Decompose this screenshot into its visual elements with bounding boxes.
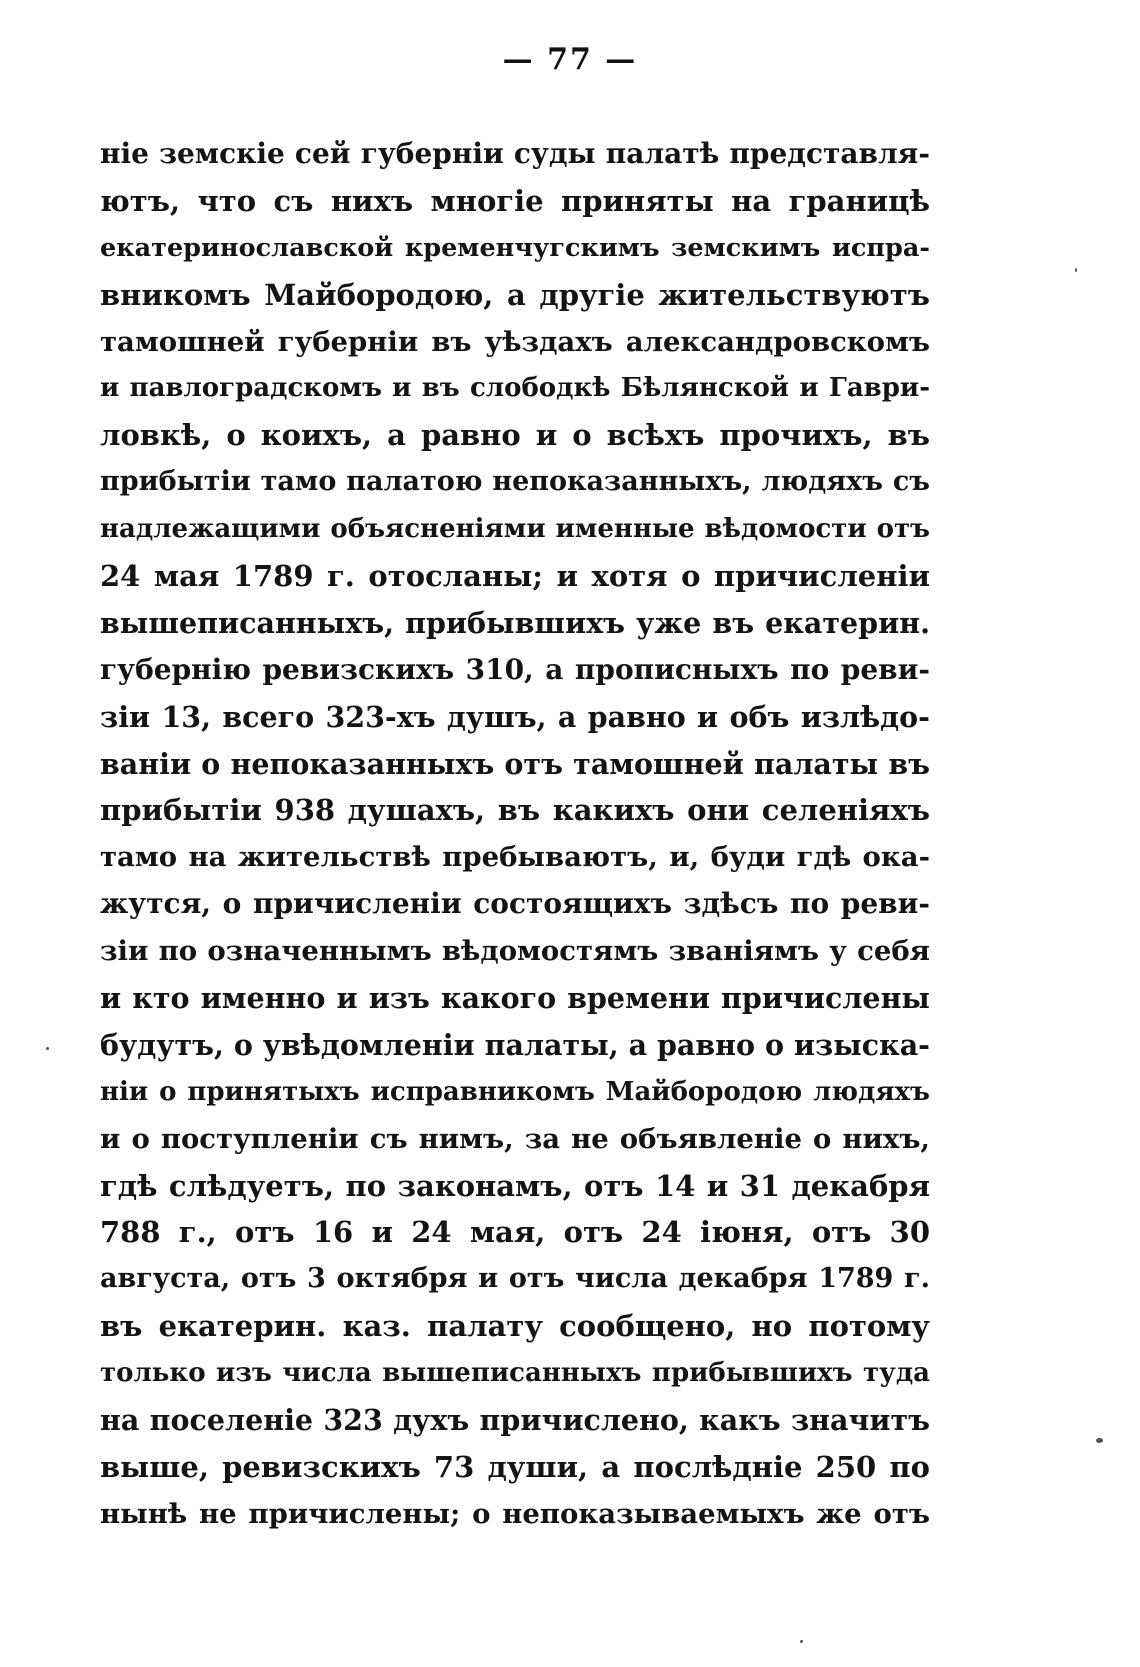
text-line: тамо на жительствѣ пребываютъ, и, буди гдѣ ока-	[100, 841, 930, 874]
text-line: на поселеніе 323 духъ причислено, какъ значитъ	[100, 1403, 930, 1438]
page-number: — 77 —	[502, 42, 638, 77]
text-line: жутся, о причисленіи состоящихъ здѣсъ по реви-	[100, 887, 930, 921]
text-line: ютъ, что съ нихъ многіе приняты на границѣ	[100, 183, 930, 218]
text-line: тамошней губерніи въ уѣздахъ александровскомъ	[100, 325, 930, 358]
text-line: и кто именно и изъ какого времени причислены	[100, 981, 930, 1016]
text-line: августа, отъ 3 октября и отъ числа декабря 1789 г.	[100, 1263, 930, 1295]
text-line: выше, ревизскихъ 73 души, а послѣдніе 250 по	[100, 1449, 930, 1484]
text-line: и о поступленіи съ нимъ, за не объявленіе о нихъ,	[100, 1122, 930, 1155]
text-line: ніи о принятыхъ исправникомъ Майбородою людяхъ	[100, 1076, 930, 1107]
scan-speck	[1096, 1438, 1103, 1443]
text-line: гдѣ слѣдуетъ, по законамъ, отъ 14 и 31 декабря	[100, 1168, 930, 1203]
scan-speck	[46, 1047, 49, 1050]
text-line: прибытіи тамо палатою непоказанныхъ, людяхъ съ	[100, 466, 930, 498]
text-line: 24 мая 1789 г. отосланы; и хотя о причисленіи	[100, 559, 930, 594]
text-line: екатеринославской кременчугскимъ земскимъ испра-	[100, 232, 930, 263]
text-line: нынѣ не причислены; о непоказываемыхъ же отъ	[100, 1497, 930, 1530]
text-line: только изъ числа вышеписанныхъ прибывшихъ туда	[100, 1358, 930, 1389]
body-text	[100, 131, 930, 1538]
text-line: въ екатерин. каз. палату сообщено, но потому	[100, 1309, 930, 1344]
text-line: ловкѣ, о коихъ, а равно и о всѣхъ прочихъ, въ	[100, 418, 930, 453]
text-line: губернію ревизскихъ 310, а прописныхъ по реви-	[100, 652, 930, 686]
text-line: ваніи о непоказанныхъ отъ тамошней палаты въ	[100, 746, 930, 781]
scan-speck	[1075, 268, 1077, 272]
text-line: прибытіи 938 душахъ, въ какихъ они селеніяхъ	[100, 793, 930, 828]
text-line: вникомъ Майбородою, а другіе жительствуютъ	[100, 277, 930, 312]
text-line: зіи 13, всего 323-хъ душъ, а равно и объ излѣдо-	[100, 699, 930, 734]
scan-speck	[800, 1640, 803, 1643]
text-line: вышеписанныхъ, прибывшихъ уже въ екатерин.	[100, 605, 930, 640]
text-line: и павлоградскомъ и въ слободкѣ Бѣлянской и Гаври-	[100, 373, 930, 404]
text-line: надлежащими объясненіями именные вѣдомости отъ	[100, 514, 930, 545]
text-line: ніе земскіе сей губерніи суды палатѣ представля-	[100, 137, 930, 170]
text-line: 788 г., отъ 16 и 24 мая, отъ 24 іюня, отъ 30	[100, 1215, 930, 1250]
text-line: зіи по означеннымъ вѣдомостямъ званіямъ у себя	[100, 935, 930, 968]
text-line: будутъ, о увѣдомленіи палаты, а равно о изыска-	[100, 1027, 930, 1062]
